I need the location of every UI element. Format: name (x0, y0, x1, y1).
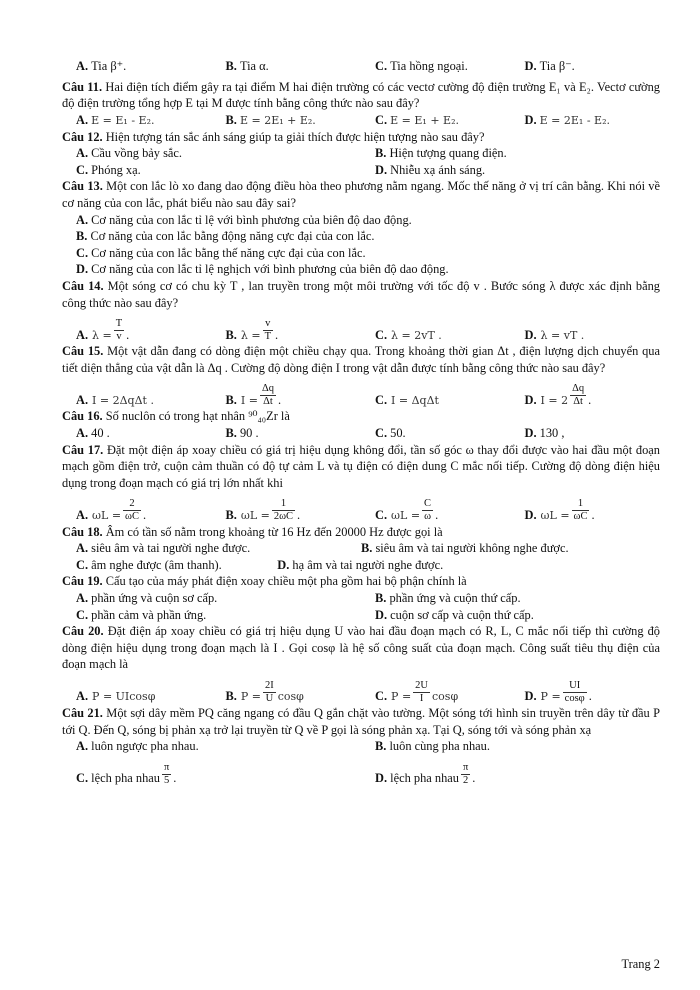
q13-option-a[interactable]: A. Cơ năng của con lắc tỉ lệ với bình phương của biên độ dao động. (76, 212, 412, 227)
q20-option-b[interactable]: B. P = $\frac{2I}{U}$ cosφ (225, 679, 304, 704)
q10-option-b[interactable]: B. Tia α. (225, 59, 269, 73)
q18-options-row2 (62, 557, 660, 574)
q21-option-c[interactable]: C. lệch pha nhau $\frac{\pi}{5}$ . (76, 761, 177, 786)
fraction: $\frac{2U}{I}$ (415, 679, 429, 704)
q17-options (62, 492, 660, 524)
fraction: $\frac{\pi}{2}$ (462, 761, 469, 786)
q12-options-row2 (62, 162, 660, 179)
q15-option-a[interactable]: A. I = 2ΔqΔt . (76, 392, 154, 407)
q21-option-d[interactable]: D. lệch pha nhau $\frac{\pi}{2}$ . (375, 761, 476, 786)
q11-options (62, 112, 660, 129)
question-11: Câu 11. Hai điện tích điểm gây ra tại điểm M hai điện trường có các vectơ cường độ điện trường E₁ và E₂. Vectơ cường độ điện trường tổng hợp E tại M được tính bằng công thức nào sau đây? (62, 79, 660, 111)
question-14: Câu 14. Một sóng cơ có chu kỳ T , lan truyền trong một môi trường với tốc độ v . Bước sóng λ được xác định bằng công thức nào sau đây? (62, 279, 660, 310)
q11-option-b[interactable]: B. E = 2E₁ + E₂. (225, 112, 316, 127)
question-21: Câu 21. Một sợi dây mềm PQ căng ngang có đầu Q gắn chặt vào tường. Một sóng tới hình sin truyền trên dây từ đầu P tới Q. Đến Q, sóng bị phản xạ trở lại truyền từ Q về P gọi là sóng phản xạ. Tại Q, sóng tới và sóng phản xạ (62, 706, 660, 737)
q17-option-a[interactable]: A. ωL = $\frac{2}{\omega C}$ . (76, 498, 147, 523)
fraction: $\frac{\Delta q}{\Delta t}$ (261, 383, 274, 408)
q12-option-a[interactable]: A. Cầu vồng bảy sắc. (76, 146, 182, 161)
q11-option-a[interactable]: A. E = E₁ - E₂. (76, 112, 155, 127)
q19-options-row1 (62, 590, 660, 607)
fraction: $\frac{1}{\omega C}$ (573, 498, 588, 523)
q14-option-c[interactable]: C. λ = 2vT . (375, 327, 442, 342)
q13-option-b[interactable]: B. Cơ năng của con lắc bằng động năng cực đại của con lắc. (76, 229, 375, 244)
exam-page (62, 58, 660, 787)
q19-option-c[interactable]: C. phần cảm và phần ứng. (76, 607, 207, 622)
fraction: $\frac{1}{2\omega C}$ (273, 498, 294, 523)
question-16: Câu 16. Số nuclôn có trong hạt nhân ⁹⁰₄₀Zr là (62, 409, 290, 424)
q14-options (62, 311, 660, 343)
q18-option-d[interactable]: D. hạ âm và tai người nghe được. (277, 557, 444, 572)
q15-option-c[interactable]: C. I = ΔqΔt (375, 392, 439, 407)
q12-option-d[interactable]: D. Nhiễu xạ ánh sáng. (375, 162, 486, 177)
q20-option-a[interactable]: A. P = UIcosφ (76, 689, 156, 704)
q15-option-b[interactable]: B. I = $\frac{\Delta q}{\Delta t}$ . (225, 383, 282, 408)
question-17: Câu 17. Đặt một điện áp xoay chiều có giá trị hiệu dụng không đổi, tần số góc ω thay đổi được vào hai đầu một đoạn mạch gồm điện trở, cuộn cảm thuần có độ tự cảm L và tụ điện có điện dung C mắc nối tiếp. Cường độ dòng điện hiệu dụng trong đoạn mạch có giá trị lớn nhất khi (62, 442, 660, 490)
question-11-text: Hai điện tích điểm gây ra tại điểm M hai điện trường có các vectơ cường độ điện trường E₁ và E₂. Vectơ cường độ điện trường tổng hợp E tại M được tính bằng công thức nào sau đây? (62, 79, 660, 111)
q14-option-d[interactable]: D. λ = vT . (524, 327, 585, 342)
q12-options-row1 (62, 145, 660, 162)
q10-option-d[interactable]: D. Tia β⁻. (524, 59, 575, 73)
question-20: Câu 20. Đặt điện áp xoay chiều có giá trị hiệu dụng U vào hai đầu đoạn mạch có R, L, C mắc nối tiếp thì cường độ dòng điện hiệu dụng trong đoạn mạch là I . Gọi cosφ là hệ số công suất của đoạn mạch. Công suất tiêu thụ điện của đoạn mạch là (62, 624, 660, 672)
q17-option-d[interactable]: D. ωL = $\frac{1}{\omega C}$ . (524, 498, 595, 523)
q18-option-b[interactable]: B. siêu âm và tai người không nghe được. (361, 541, 569, 556)
q13-option-d[interactable]: D. Cơ năng của con lắc tỉ lệ nghịch với bình phương của biên độ dao động. (76, 262, 449, 277)
q15-option-d[interactable]: D. I = 2 $\frac{\Delta q}{\Delta t}$ . (524, 383, 592, 408)
question-13: Câu 13. Một con lắc lò xo đang dao động điều hòa theo phương nằm ngang. Mốc thế năng ở vị trí cân bằng. Khi nói về cơ năng của con lắc, phát biểu nào sau đây sai? (62, 179, 661, 210)
q19-option-b[interactable]: B. phần ứng và cuộn thứ cấp. (375, 590, 521, 605)
page-number: Trang 2 (621, 957, 660, 971)
fraction: $\frac{2I}{U}$ (265, 679, 274, 704)
q17-option-c[interactable]: C. ωL = $\frac{C}{\omega}$ . (375, 498, 439, 523)
q16-option-d[interactable]: D. 130 , (524, 426, 565, 441)
q17-option-b[interactable]: B. ωL = $\frac{1}{2\omega C}$ . (225, 498, 301, 523)
q21-options-row2 (62, 755, 660, 787)
question-15: Câu 15. Một vật dẫn đang có dòng điện một chiều chạy qua. Trong khoảng thời gian Δt , điện lượng dịch chuyển qua tiết diện thẳng của vật dẫn là Δq . Cường độ dòng điện I trong vật dẫn được tính bằng công thức nào sau đây? (62, 344, 660, 375)
q19-option-d[interactable]: D. cuộn sơ cấp và cuộn thứ cấp. (375, 607, 534, 622)
q20-option-d[interactable]: D. P = $\frac{UI}{\cos\varphi}$ . (524, 679, 592, 704)
q10-option-a[interactable]: A. Tia β⁺. (76, 59, 127, 73)
fraction: $\frac{C}{\omega}$ (424, 498, 432, 523)
fraction: $\frac{v}{T}$ (264, 318, 271, 343)
fraction: $\frac{T}{v}$ (115, 318, 123, 343)
q11-option-c[interactable]: C. E = E₁ + E₂. (375, 112, 459, 127)
question-19: Câu 19. Cấu tạo của máy phát điện xoay chiều một pha gồm hai bộ phận chính là (62, 574, 467, 589)
q18-option-a[interactable]: A. siêu âm và tai người nghe được. (76, 541, 251, 556)
q12-option-b[interactable]: B. Hiện tượng quang điện. (375, 146, 507, 161)
q18-option-c[interactable]: C. âm nghe được (âm thanh). (76, 557, 222, 572)
q14-option-a[interactable]: A. λ = $\frac{T}{v}$ . (76, 318, 130, 343)
q16-option-b[interactable]: B. 90 . (225, 426, 259, 441)
q20-options (62, 673, 660, 705)
q16-option-a[interactable]: A. 40 . (76, 426, 110, 441)
fraction: $\frac{UI}{\cos\varphi}$ (564, 679, 585, 704)
q21-options-row1 (62, 738, 660, 755)
question-12: Câu 12. Hiện tượng tán sắc ánh sáng giúp ta giải thích được hiện tượng nào sau đây? (62, 129, 485, 144)
q19-option-a[interactable]: A. phần ứng và cuộn sơ cấp. (76, 590, 218, 605)
q14-option-b[interactable]: B. λ = $\frac{v}{T}$ . (225, 318, 279, 343)
q20-option-c[interactable]: C. P = $\frac{2U}{I}$ cosφ (375, 679, 459, 704)
q21-option-a[interactable]: A. luôn ngược pha nhau. (76, 739, 199, 754)
q16-options (62, 425, 660, 442)
fraction: $\frac{\pi}{5}$ (163, 761, 170, 786)
fraction: $\frac{\Delta q}{\Delta t}$ (572, 383, 585, 408)
question-18: Câu 18. Âm có tần số nằm trong khoảng từ 16 Hz đến 20000 Hz được gọi là (62, 524, 443, 539)
q15-options (62, 376, 660, 408)
q21-option-b[interactable]: B. luôn cùng pha nhau. (375, 739, 490, 754)
q19-options-row2 (62, 607, 660, 624)
q16-option-c[interactable]: C. 50. (375, 426, 406, 441)
q10-option-c[interactable]: C. Tia hồng ngoại. (375, 59, 468, 73)
q10-options (62, 58, 660, 75)
q11-option-d[interactable]: D. E = 2E₁ - E₂. (524, 112, 610, 127)
q18-options-row1 (62, 540, 660, 557)
q13-option-c[interactable]: C. Cơ năng của con lắc bằng thế năng cực đại của con lắc. (76, 245, 366, 260)
fraction: $\frac{2}{\omega C}$ (125, 498, 139, 523)
q12-option-c[interactable]: C. Phóng xạ. (76, 162, 141, 177)
